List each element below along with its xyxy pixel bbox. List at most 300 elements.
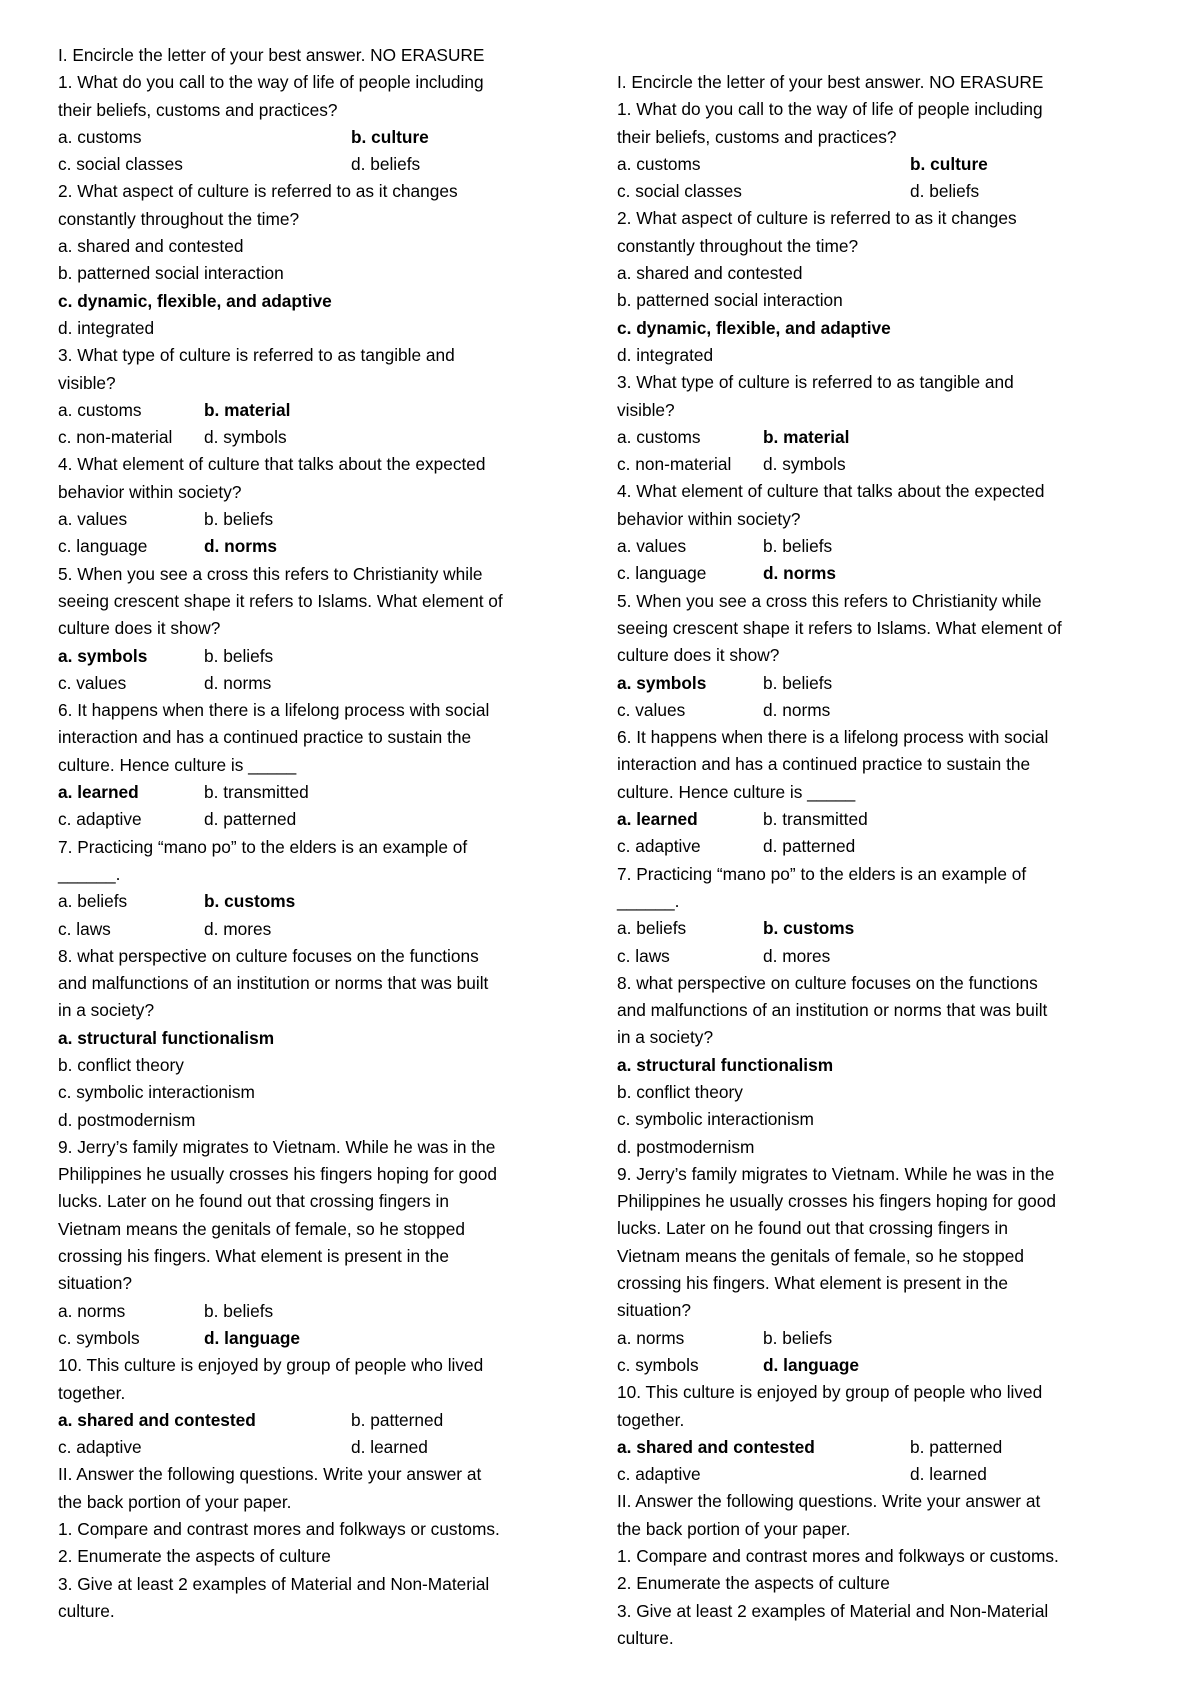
option-letter: b.: [763, 426, 779, 447]
question-text-line: ______.: [58, 863, 121, 884]
option-row: [617, 943, 1152, 970]
option-letter: a.: [58, 509, 73, 530]
option-letter: b.: [351, 126, 367, 147]
question-text-line: in a society?: [617, 1027, 714, 1048]
option-row: [58, 506, 593, 533]
option-text: patterned: [924, 1436, 1003, 1457]
correct-answer-text: norms: [778, 563, 836, 584]
answer-option: [58, 424, 204, 451]
question-text-line: situation?: [617, 1300, 691, 1321]
option-row: [617, 178, 1152, 205]
heading-text: Answer the following questions. Write your answer at: [72, 1464, 482, 1485]
option-letter: d.: [910, 1464, 925, 1485]
answer-option: [58, 1107, 195, 1134]
question-1: [617, 96, 1152, 205]
essay-question-line: 1. Compare and contrast mores and folkways or customs.: [617, 1546, 1059, 1567]
answer-option: [58, 288, 332, 315]
answer-option: [617, 1434, 910, 1461]
option-letter: a.: [617, 153, 632, 174]
correct-answer-text: language: [778, 1354, 860, 1375]
answer-option: [617, 178, 910, 205]
option-text: mores: [777, 945, 831, 966]
option-row: [617, 1434, 1152, 1461]
question-text-line: 1. What do you call to the way of life of people including: [617, 99, 1043, 120]
option-text: shared and contested: [72, 236, 244, 257]
question-text-line: situation?: [58, 1273, 132, 1294]
part-two-heading-line: [58, 1489, 593, 1516]
question-text-line: 10. This culture is enjoyed by group of people who lived: [617, 1382, 1043, 1403]
answer-option: [58, 779, 204, 806]
answer-option: [58, 916, 204, 943]
answer-option: [617, 833, 763, 860]
question-text-line: their beliefs, customs and practices?: [617, 126, 897, 147]
option-letter: b.: [58, 263, 73, 284]
option-row: [58, 1025, 593, 1052]
quiz-sheet-right: [617, 69, 1152, 1652]
option-row: [617, 342, 1152, 369]
answer-option: [58, 151, 351, 178]
option-letter: d.: [763, 945, 778, 966]
option-text: adaptive: [630, 836, 701, 857]
option-row: [58, 533, 593, 560]
question-text-line: constantly throughout the time?: [58, 208, 300, 229]
option-letter: c.: [617, 181, 631, 202]
answer-option: [763, 533, 832, 560]
heading-text: Encircle the letter of your best answer. NO ERASURE: [67, 45, 485, 65]
correct-answer-text: language: [219, 1327, 301, 1348]
option-letter: b.: [910, 153, 926, 174]
question-text-line: Philippines he usually crosses his fingers hoping for good: [617, 1191, 1057, 1212]
option-letter: c.: [617, 317, 632, 338]
answer-option: [58, 1025, 274, 1052]
question-text-line: 7. Practicing “mano po” to the elders is an example of: [58, 836, 468, 857]
option-text: beliefs: [218, 645, 274, 666]
option-letter: b.: [617, 1081, 632, 1102]
answer-option: [58, 670, 204, 697]
answer-option: [763, 833, 855, 860]
option-row: [617, 451, 1152, 478]
option-text: laws: [71, 918, 111, 939]
option-text: transmitted: [777, 809, 868, 830]
option-row: [617, 670, 1152, 697]
answer-option: [910, 151, 988, 178]
correct-answer-text: shared and contested: [72, 1409, 256, 1430]
option-letter: d.: [204, 672, 219, 693]
correct-answer-text: symbols: [631, 672, 707, 693]
correct-answer-text: learned: [631, 809, 698, 830]
answer-option: [204, 424, 287, 451]
option-row: [617, 1352, 1152, 1379]
answer-option: [58, 315, 154, 342]
answer-option: [617, 315, 891, 342]
option-row: [617, 697, 1152, 724]
part-one-heading: [617, 69, 1152, 96]
option-letter: d.: [204, 427, 219, 448]
question-text-line: 3. What type of culture is referred to as tangible and: [58, 345, 455, 366]
option-letter: a.: [58, 399, 73, 420]
question-text-line: visible?: [58, 372, 116, 393]
answer-option: [617, 533, 763, 560]
correct-answer-text: structural functionalism: [72, 1027, 275, 1048]
question-4: [617, 478, 1152, 587]
correct-answer-text: norms: [219, 536, 277, 557]
option-text: patterned social interaction: [631, 290, 843, 311]
option-row: [58, 806, 593, 833]
correct-answer-text: culture: [366, 126, 429, 147]
question-text-line: ______.: [617, 890, 680, 911]
correct-answer-text: shared and contested: [631, 1436, 815, 1457]
question-text-line: 4. What element of culture that talks about the expected: [617, 481, 1045, 502]
answer-option: [763, 806, 868, 833]
part-one-heading: [58, 42, 593, 69]
answer-option: [910, 1461, 987, 1488]
option-letter: b.: [58, 1054, 73, 1075]
option-letter: d.: [763, 1354, 779, 1375]
option-letter: b.: [351, 1409, 366, 1430]
option-letter: c.: [58, 1437, 72, 1458]
option-letter: a.: [58, 645, 73, 666]
answer-option: [617, 670, 763, 697]
answer-option: [617, 260, 802, 287]
option-row: [58, 1298, 593, 1325]
option-letter: d.: [351, 1437, 366, 1458]
question-text-line: culture does it show?: [58, 618, 221, 639]
answer-option: [351, 124, 429, 151]
answer-option: [617, 560, 763, 587]
answer-option: [617, 915, 763, 942]
question-text-line: interaction and has a continued practice to sustain the: [617, 754, 1031, 775]
answer-option: [58, 506, 204, 533]
option-text: values: [631, 536, 687, 557]
option-text: mores: [218, 918, 272, 939]
question-text-line: Vietnam means the genitals of female, so he stopped: [58, 1218, 466, 1239]
answer-option: [351, 1434, 428, 1461]
essay-question-line: 2. Enumerate the aspects of culture: [617, 1573, 890, 1594]
option-row: [617, 915, 1152, 942]
option-letter: c.: [58, 809, 72, 830]
option-row: [617, 1052, 1152, 1079]
question-text-line: visible?: [617, 399, 675, 420]
quiz-sheet-left: [58, 42, 593, 1625]
question-text-line: 5. When you see a cross this refers to Christianity while: [617, 590, 1042, 611]
question-text-line: 1. What do you call to the way of life of people including: [58, 72, 484, 93]
option-text: customs: [72, 126, 142, 147]
option-row: [617, 315, 1152, 342]
answer-option: [910, 1434, 1002, 1461]
answer-option: [58, 643, 204, 670]
answer-option: [763, 451, 846, 478]
essay-question-line: culture.: [58, 1600, 115, 1621]
option-text: customs: [631, 153, 701, 174]
option-text: non-material: [630, 454, 732, 475]
option-row: [58, 151, 593, 178]
correct-answer-text: learned: [72, 782, 139, 803]
option-text: values: [630, 699, 686, 720]
option-letter: a.: [617, 809, 632, 830]
option-text: symbols: [71, 1327, 140, 1348]
option-row: [58, 1325, 593, 1352]
answer-option: [58, 1052, 184, 1079]
option-letter: c.: [58, 536, 72, 557]
heading-numeral: II.: [58, 1464, 73, 1485]
correct-answer-text: material: [219, 399, 291, 420]
question-10: [58, 1352, 593, 1461]
option-letter: c.: [58, 427, 72, 448]
option-text: beliefs: [365, 154, 421, 175]
question-8: [58, 943, 593, 1134]
option-letter: a.: [617, 1054, 632, 1075]
option-letter: c.: [58, 1082, 72, 1103]
option-letter: a.: [58, 126, 73, 147]
answer-option: [204, 506, 273, 533]
option-text: patterned: [365, 1409, 444, 1430]
question-6: [617, 724, 1152, 860]
option-row: [617, 151, 1152, 178]
option-letter: c.: [58, 918, 72, 939]
option-row: [58, 1407, 593, 1434]
question-text-line: behavior within society?: [58, 481, 242, 502]
option-text: postmodernism: [72, 1109, 196, 1130]
option-letter: a.: [58, 891, 73, 912]
option-text: adaptive: [71, 1437, 142, 1458]
option-letter: d.: [204, 536, 220, 557]
question-text-line: and malfunctions of an institution or norms that was built: [58, 973, 489, 994]
option-letter: b.: [763, 918, 779, 939]
question-text-line: in a society?: [58, 1000, 155, 1021]
answer-option: [617, 806, 763, 833]
correct-answer-text: material: [778, 426, 850, 447]
option-letter: a.: [617, 263, 632, 284]
option-row: [58, 260, 593, 287]
option-row: [58, 397, 593, 424]
option-letter: c.: [617, 454, 631, 475]
answer-option: [204, 643, 273, 670]
answer-option: [204, 670, 271, 697]
correct-answer-text: culture: [925, 153, 988, 174]
answer-option: [617, 1325, 763, 1352]
question-text-line: seeing crescent shape it refers to Islams. What element of: [617, 617, 1062, 638]
answer-option: [617, 697, 763, 724]
heading-numeral: II.: [617, 1491, 632, 1512]
option-row: [617, 560, 1152, 587]
option-letter: b.: [204, 645, 219, 666]
answer-option: [351, 151, 420, 178]
question-10: [617, 1379, 1152, 1488]
option-row: [617, 833, 1152, 860]
question-text-line: seeing crescent shape it refers to Islams. What element of: [58, 590, 503, 611]
option-text: symbolic interactionism: [630, 1109, 814, 1130]
heading-text: the back portion of your paper.: [617, 1518, 851, 1539]
question-text-line: 4. What element of culture that talks about the expected: [58, 454, 486, 475]
question-7: [617, 861, 1152, 970]
part-two-heading-line: [617, 1488, 1152, 1515]
option-letter: a.: [617, 426, 632, 447]
option-text: norms: [218, 672, 272, 693]
answer-option: [204, 1298, 273, 1325]
answer-option: [617, 943, 763, 970]
answer-option: [58, 1407, 351, 1434]
answer-option: [617, 1134, 754, 1161]
question-5: [58, 561, 593, 697]
option-row: [58, 888, 593, 915]
option-row: [58, 1052, 593, 1079]
option-letter: c.: [58, 672, 72, 693]
option-row: [58, 288, 593, 315]
option-text: shared and contested: [631, 263, 803, 284]
question-text-line: 2. What aspect of culture is referred to as it changes: [617, 208, 1017, 229]
question-9: [58, 1134, 593, 1352]
answer-option: [204, 888, 295, 915]
option-text: adaptive: [71, 809, 142, 830]
question-text-line: crossing his fingers. What element is present in the: [617, 1273, 1008, 1294]
correct-answer-text: dynamic, flexible, and adaptive: [631, 317, 891, 338]
answer-option: [617, 1052, 833, 1079]
option-text: norms: [72, 1300, 126, 1321]
option-row: [617, 424, 1152, 451]
essay-question-line: culture.: [617, 1627, 674, 1648]
option-row: [58, 233, 593, 260]
option-letter: a.: [617, 1327, 632, 1348]
option-text: patterned: [777, 836, 856, 857]
option-row: [58, 779, 593, 806]
answer-option: [763, 1352, 859, 1379]
option-letter: d.: [763, 454, 778, 475]
question-text-line: 5. When you see a cross this refers to Christianity while: [58, 563, 483, 584]
question-7: [58, 834, 593, 943]
option-letter: d.: [204, 918, 219, 939]
answer-option: [617, 151, 910, 178]
option-row: [617, 1106, 1152, 1133]
question-3: [617, 369, 1152, 478]
option-letter: c.: [617, 836, 631, 857]
question-text-line: constantly throughout the time?: [617, 235, 859, 256]
answer-option: [204, 1325, 300, 1352]
option-text: symbols: [218, 427, 287, 448]
part-two-heading-line: [58, 1461, 593, 1488]
option-text: conflict theory: [631, 1081, 743, 1102]
option-text: language: [71, 536, 148, 557]
heading-text: the back portion of your paper.: [58, 1491, 292, 1512]
question-text-line: together.: [58, 1382, 126, 1403]
question-text-line: lucks. Later on he found out that crossing fingers in: [58, 1191, 449, 1212]
option-letter: c.: [617, 1464, 631, 1485]
option-text: non-material: [71, 427, 173, 448]
option-row: [617, 1134, 1152, 1161]
answer-option: [204, 916, 271, 943]
answer-option: [58, 233, 243, 260]
answer-option: [910, 178, 979, 205]
answer-option: [58, 533, 204, 560]
option-text: beliefs: [777, 1327, 833, 1348]
option-letter: b.: [763, 1327, 778, 1348]
question-text-line: culture. Hence culture is _____: [58, 754, 297, 775]
option-row: [58, 124, 593, 151]
option-text: integrated: [631, 344, 714, 365]
option-letter: d.: [58, 1109, 73, 1130]
option-row: [617, 260, 1152, 287]
answer-option: [763, 915, 854, 942]
answer-option: [58, 260, 284, 287]
option-letter: d.: [204, 809, 219, 830]
answer-option: [617, 1461, 910, 1488]
option-letter: a.: [617, 536, 632, 557]
option-row: [617, 1461, 1152, 1488]
option-text: patterned: [218, 809, 297, 830]
option-row: [58, 1107, 593, 1134]
question-text-line: 2. What aspect of culture is referred to as it changes: [58, 181, 458, 202]
question-text-line: 8. what perspective on culture focuses on the functions: [58, 945, 479, 966]
correct-answer-text: symbols: [72, 645, 148, 666]
correct-answer-text: customs: [778, 918, 855, 939]
essay-question-line: 1. Compare and contrast mores and folkways or customs.: [58, 1519, 500, 1540]
heading-text: Answer the following questions. Write your answer at: [631, 1491, 1041, 1512]
answer-option: [763, 1325, 832, 1352]
option-text: beliefs: [72, 891, 128, 912]
option-text: language: [630, 563, 707, 584]
answer-option: [617, 1079, 743, 1106]
option-row: [58, 643, 593, 670]
option-text: social classes: [630, 181, 742, 202]
answer-option: [58, 1434, 351, 1461]
option-text: laws: [630, 945, 670, 966]
option-letter: b.: [204, 399, 220, 420]
correct-answer-text: dynamic, flexible, and adaptive: [72, 290, 332, 311]
option-text: values: [72, 509, 128, 530]
heading-numeral: I.: [58, 45, 68, 65]
question-text-line: 7. Practicing “mano po” to the elders is an example of: [617, 863, 1027, 884]
question-text-line: 6. It happens when there is a lifelong process with social: [58, 700, 490, 721]
question-4: [58, 451, 593, 560]
option-row: [58, 1434, 593, 1461]
question-text-line: interaction and has a continued practice to sustain the: [58, 727, 472, 748]
question-text-line: Philippines he usually crosses his fingers hoping for good: [58, 1164, 498, 1185]
option-letter: a.: [58, 1300, 73, 1321]
heading-text: Encircle the letter of your best answer. NO ERASURE: [626, 72, 1044, 92]
question-text-line: 3. What type of culture is referred to as tangible and: [617, 372, 1014, 393]
option-text: social classes: [71, 154, 183, 175]
option-row: [58, 916, 593, 943]
answer-option: [58, 124, 351, 151]
option-letter: c.: [617, 945, 631, 966]
option-text: symbols: [630, 1354, 699, 1375]
option-letter: d.: [204, 1327, 220, 1348]
answer-option: [351, 1407, 443, 1434]
option-letter: c.: [58, 290, 73, 311]
answer-option: [617, 1106, 814, 1133]
option-row: [58, 1079, 593, 1106]
option-text: customs: [631, 426, 701, 447]
option-text: norms: [631, 1327, 685, 1348]
question-2: [617, 205, 1152, 369]
option-text: beliefs: [924, 181, 980, 202]
answer-option: [204, 397, 290, 424]
option-letter: c.: [58, 154, 72, 175]
option-text: customs: [72, 399, 142, 420]
answer-option: [58, 1298, 204, 1325]
question-1: [58, 69, 593, 178]
option-letter: d.: [58, 317, 73, 338]
option-letter: d.: [763, 563, 779, 584]
question-text-line: 9. Jerry’s family migrates to Vietnam. While he was in the: [58, 1136, 496, 1157]
question-text-line: 9. Jerry’s family migrates to Vietnam. While he was in the: [617, 1163, 1055, 1184]
question-5: [617, 588, 1152, 724]
answer-option: [58, 888, 204, 915]
answer-option: [204, 779, 309, 806]
option-letter: b.: [763, 536, 778, 557]
option-text: postmodernism: [631, 1136, 755, 1157]
option-letter: b.: [617, 290, 632, 311]
answer-option: [204, 806, 296, 833]
